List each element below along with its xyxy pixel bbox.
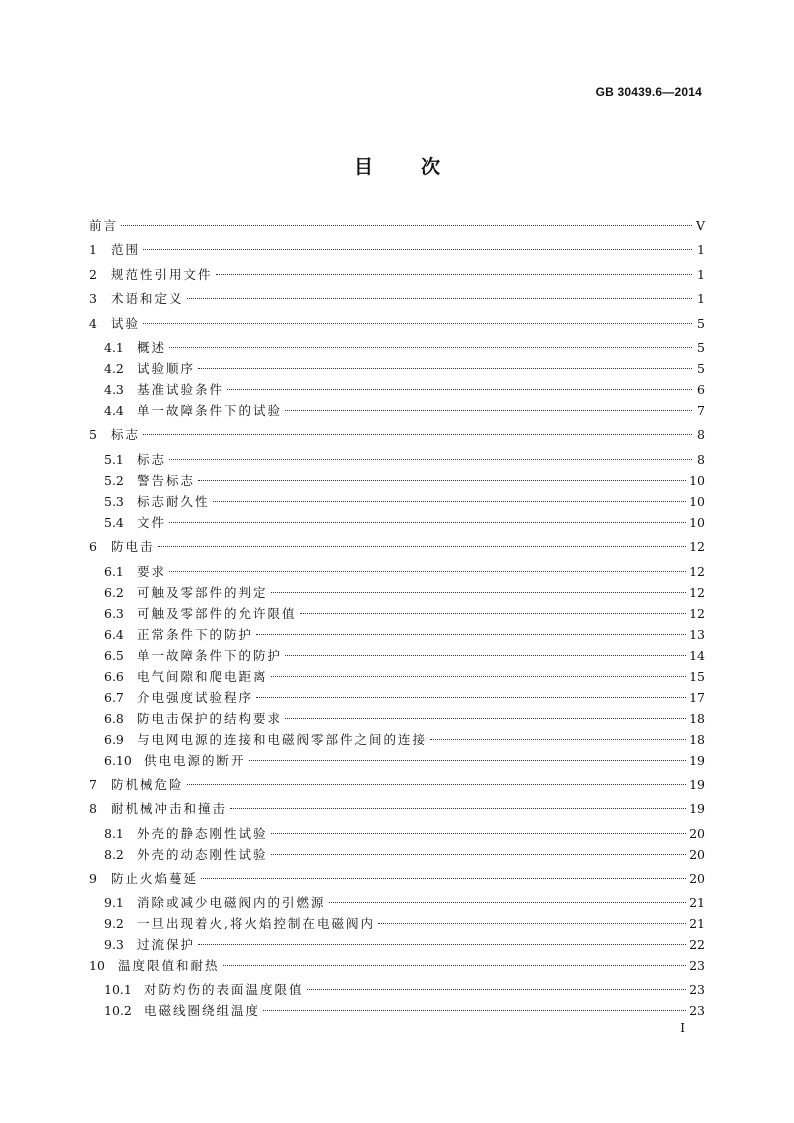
toc-entry[interactable] [104, 473, 705, 489]
page-title: 目次 [353, 156, 488, 178]
toc-entry-number: 9.3 [104, 937, 124, 952]
toc-entry-label: 一旦出现着火,将火焰控制在电磁阀内 [137, 916, 375, 931]
toc-leader-dots [143, 323, 692, 324]
toc-entry-label: 单一故障条件下的防护 [137, 648, 283, 663]
toc-entry-number: 6.8 [104, 711, 124, 726]
toc-entry[interactable] [89, 427, 705, 443]
toc-entry[interactable] [104, 564, 705, 580]
toc-leader-dots [271, 592, 687, 593]
toc-entry[interactable] [104, 847, 705, 863]
toc-entry-label: 防机械危险 [111, 777, 184, 792]
toc-entry-label: 试验顺序 [137, 361, 196, 376]
toc-entry-page: 10 [689, 473, 705, 488]
toc-entry-page: 12 [689, 539, 705, 554]
toc-entry-number: 6.3 [104, 606, 124, 621]
toc-entry-label: 温度限值和耐热 [118, 958, 220, 973]
toc-entry-number: 6 [89, 539, 97, 554]
toc-entry-label: 试验 [111, 316, 141, 331]
toc-entry[interactable] [104, 515, 705, 531]
toc-entry-number: 5.4 [104, 515, 124, 530]
toc-entry-page: 17 [689, 690, 705, 705]
toc-entry[interactable] [89, 316, 705, 332]
toc-entry-page: 13 [689, 627, 705, 642]
toc-leader-dots [271, 833, 687, 834]
toc-entry-label: 外壳的静态刚性试验 [137, 826, 268, 841]
toc-entry-page: 12 [689, 564, 705, 579]
toc-entry-page: 1 [697, 242, 705, 257]
toc-entry-label: 标志 [111, 427, 141, 442]
toc-entry[interactable] [104, 494, 705, 510]
toc-leader-dots [169, 459, 692, 460]
standard-code: GB 30439.6—2014 [595, 85, 702, 99]
toc-entry-number: 4 [89, 316, 97, 331]
toc-entry[interactable] [104, 937, 705, 953]
toc-leader-dots [256, 697, 686, 698]
toc-leader-dots [158, 546, 687, 547]
toc-leader-dots [169, 571, 686, 572]
toc-entry-number: 6.9 [104, 732, 124, 747]
toc-entry[interactable] [104, 895, 705, 911]
toc-entry-page: 8 [697, 452, 705, 467]
toc-entry-number: 6.10 [104, 753, 132, 768]
toc-entry-label: 与电网电源的连接和电磁阀零部件之间的连接 [137, 732, 428, 747]
toc-entry[interactable] [104, 627, 705, 643]
toc-leader-dots [378, 923, 686, 924]
toc-entry-page: 8 [697, 427, 705, 442]
toc-entry[interactable] [89, 958, 705, 974]
toc-entry-label: 防电击保护的结构要求 [137, 711, 283, 726]
toc-entry-number: 6.7 [104, 690, 124, 705]
toc-entry[interactable] [104, 361, 705, 377]
toc-entry-label: 概述 [137, 340, 167, 355]
toc-leader-dots [285, 718, 686, 719]
toc-entry-number: 4.4 [104, 403, 124, 418]
toc-leader-dots [285, 410, 692, 411]
toc-leader-dots [198, 944, 686, 945]
toc-entry-number: 6.2 [104, 585, 124, 600]
toc-entry[interactable] [104, 382, 705, 398]
toc-entry-page: 1 [697, 291, 705, 306]
toc-entry-number: 9 [89, 871, 97, 886]
toc-entry-page: 19 [689, 777, 705, 792]
toc-leader-dots [307, 989, 687, 990]
toc-leader-dots [223, 965, 687, 966]
toc-leader-dots [300, 613, 687, 614]
toc-entry[interactable] [89, 267, 705, 283]
toc-entry-page: 5 [697, 361, 705, 376]
toc-leader-dots [430, 739, 686, 740]
toc-entry-number: 10 [89, 958, 105, 973]
toc-entry[interactable] [104, 1003, 705, 1019]
toc-leader-dots [169, 347, 692, 348]
toc-entry[interactable] [104, 340, 705, 356]
toc-entry-number: 10.1 [104, 982, 132, 997]
toc-entry-page: 14 [689, 648, 705, 663]
toc-entry[interactable] [104, 669, 705, 685]
toc-entry-label: 外壳的动态刚性试验 [137, 847, 268, 862]
toc-entry-page: 20 [689, 847, 705, 862]
toc-entry-number: 10.2 [104, 1003, 132, 1018]
toc-leader-dots [216, 274, 692, 275]
toc-entry-label: 耐机械冲击和撞击 [111, 801, 228, 816]
toc-entry-label: 单一故障条件下的试验 [137, 403, 283, 418]
toc-entry-number: 6.5 [104, 648, 124, 663]
toc-entry-label: 正常条件下的防护 [137, 627, 254, 642]
toc-leader-dots [256, 634, 686, 635]
toc-entry-page: 5 [697, 340, 705, 355]
toc-leader-dots [249, 760, 687, 761]
toc-entry[interactable] [89, 242, 705, 258]
toc-entry-number: 9.2 [104, 916, 124, 931]
toc-entry-number: 8 [89, 801, 97, 816]
toc-entry-page: 7 [697, 403, 705, 418]
toc-entry[interactable] [89, 871, 705, 887]
toc-entry-page: 10 [689, 494, 705, 509]
toc-leader-dots [329, 902, 687, 903]
toc-entry-page: 6 [697, 382, 705, 397]
toc-entry-label: 电磁线圈绕组温度 [144, 1003, 261, 1018]
toc-entry-page: 19 [689, 753, 705, 768]
toc-entry-label: 术语和定义 [111, 291, 184, 306]
toc-entry-label: 可触及零部件的判定 [137, 585, 268, 600]
toc-entry[interactable] [104, 690, 705, 706]
toc-entry-label: 警告标志 [137, 473, 196, 488]
toc-leader-dots [213, 501, 687, 502]
toc-entry-number: 4.2 [104, 361, 124, 376]
toc-entry[interactable] [104, 916, 705, 932]
toc-leader-dots [227, 389, 692, 390]
toc-entry-number: 3 [89, 291, 97, 306]
toc-entry[interactable] [104, 648, 705, 664]
toc-entry-page: 23 [689, 982, 705, 997]
toc-entry-number: 6.1 [104, 564, 124, 579]
toc-leader-dots [143, 434, 692, 435]
toc-entry-page: 12 [689, 585, 705, 600]
toc-entry-page: 22 [689, 937, 705, 952]
toc-entry-label: 标志 [137, 452, 167, 467]
toc-entry-page: 12 [689, 606, 705, 621]
toc-entry-label: 电气间隙和爬电距离 [137, 669, 268, 684]
toc-entry-number: 1 [89, 242, 97, 257]
toc-leader-dots [230, 808, 686, 809]
toc-leader-dots [263, 1010, 686, 1011]
toc-entry-label: 标志耐久性 [137, 494, 210, 509]
toc-entry-number: 8.2 [104, 847, 124, 862]
toc-entry[interactable] [104, 606, 705, 622]
toc-entry[interactable] [104, 452, 705, 468]
toc-leader-dots [271, 676, 687, 677]
toc-entry[interactable] [104, 753, 705, 769]
toc-entry[interactable] [104, 403, 705, 419]
toc-entry-label: 防电击 [111, 539, 155, 554]
toc-entry-number: 4.3 [104, 382, 124, 397]
toc-entry-label: 对防灼伤的表面温度限值 [144, 982, 304, 997]
toc-entry-page: 10 [689, 515, 705, 530]
toc-entry[interactable] [104, 711, 705, 727]
toc-entry-label: 前言 [89, 218, 119, 233]
toc-entry[interactable] [104, 982, 705, 998]
toc-entry-page: 23 [689, 1003, 705, 1018]
toc-entry-number: 5.3 [104, 494, 124, 509]
toc-entry-page: V [695, 218, 705, 233]
toc-entry-number: 7 [89, 777, 97, 792]
toc-entry-label: 文件 [137, 515, 167, 530]
toc-entry-label: 防止火焰蔓延 [111, 871, 199, 886]
page-number: I [680, 1021, 685, 1035]
toc-entry-page: 1 [697, 267, 705, 282]
toc-leader-dots [198, 368, 692, 369]
toc-entry[interactable] [89, 777, 705, 793]
toc-entry-label: 可触及零部件的允许限值 [137, 606, 297, 621]
toc-entry-page: 21 [689, 895, 705, 910]
toc-entry-number: 6.6 [104, 669, 124, 684]
toc-leader-dots [169, 522, 686, 523]
toc-entry-number: 2 [89, 267, 97, 282]
toc-entry-label: 要求 [137, 564, 167, 579]
toc-entry-number: 5.2 [104, 473, 124, 488]
toc-entry-label: 供电电源的断开 [144, 753, 246, 768]
toc-leader-dots [143, 249, 692, 250]
toc-leader-dots [121, 225, 692, 226]
toc-entry-page: 18 [689, 711, 705, 726]
toc-entry-label: 过流保护 [137, 937, 196, 952]
toc-entry[interactable] [89, 218, 705, 234]
toc-entry-page: 5 [697, 316, 705, 331]
toc-entry-page: 21 [689, 916, 705, 931]
toc-entry-page: 18 [689, 732, 705, 747]
toc-entry-number: 4.1 [104, 340, 124, 355]
toc-leader-dots [201, 878, 686, 879]
toc-leader-dots [187, 784, 687, 785]
toc-leader-dots [187, 298, 692, 299]
toc-entry-label: 范围 [111, 242, 141, 257]
toc-entry-number: 5.1 [104, 452, 124, 467]
toc-entry-page: 20 [689, 826, 705, 841]
toc-entry-page: 20 [689, 871, 705, 886]
toc-entry-label: 介电强度试验程序 [137, 690, 254, 705]
toc-entry-number: 5 [89, 427, 97, 442]
toc-entry-page: 15 [689, 669, 705, 684]
toc-leader-dots [271, 854, 687, 855]
toc-entry-page: 19 [689, 801, 705, 816]
toc-entry-page: 23 [689, 958, 705, 973]
toc-entry-label: 规范性引用文件 [111, 267, 213, 282]
toc-entry[interactable] [104, 826, 705, 842]
toc-entry[interactable] [89, 291, 705, 307]
toc-entry-number: 6.4 [104, 627, 124, 642]
toc-leader-dots [285, 655, 686, 656]
toc-entry-number: 8.1 [104, 826, 124, 841]
toc-entry-number: 9.1 [104, 895, 124, 910]
toc-entry[interactable] [104, 585, 705, 601]
toc-leader-dots [198, 480, 686, 481]
toc-entry[interactable] [89, 801, 705, 817]
toc-entry[interactable] [104, 732, 705, 748]
toc-entry-label: 消除或减少电磁阀内的引燃源 [137, 895, 326, 910]
toc-entry-label: 基准试验条件 [137, 382, 225, 397]
toc-entry[interactable] [89, 539, 705, 555]
